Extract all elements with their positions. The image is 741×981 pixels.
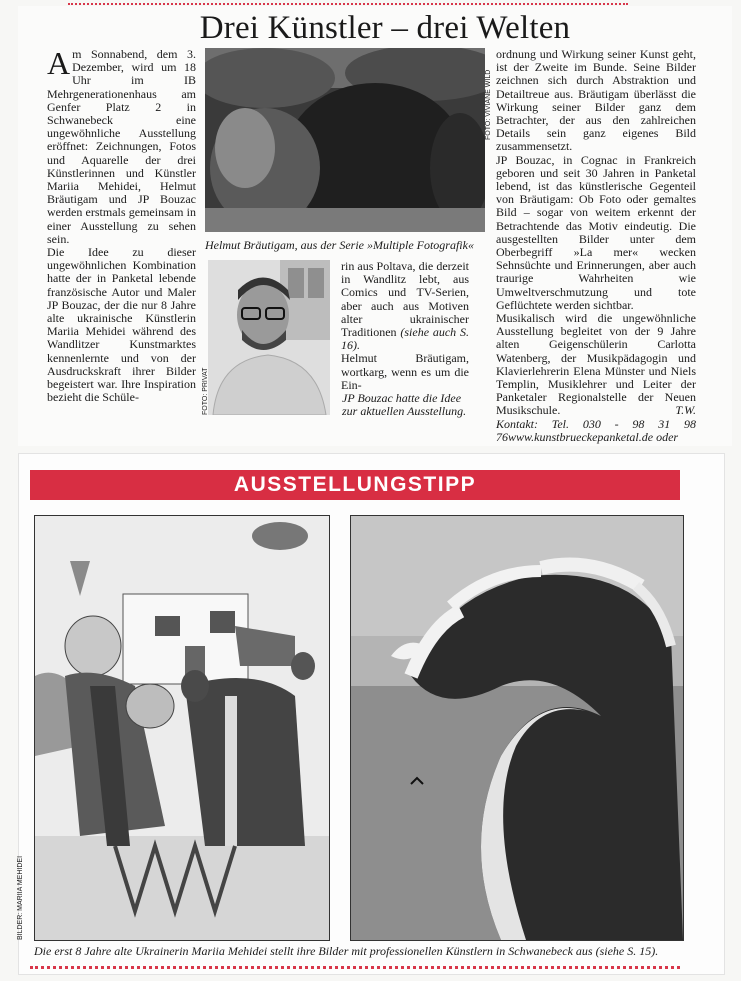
author-initials: T.W.	[675, 403, 696, 418]
painting-ukrainian-figures	[34, 515, 330, 941]
portrait-image	[208, 260, 330, 415]
figures-painting-image	[35, 516, 329, 940]
paragraph-intro	[47, 45, 196, 246]
contact-line: Kontakt: Tel. 030 - 98 31 98 76www.kunstbrueckepanketal.de oder	[496, 416, 696, 444]
photo1-caption: Helmut Bräutigam, aus der Serie »Multiple Fotografik«	[205, 238, 474, 252]
paragraph-braeutigam: Helmut Bräutigam, wortkarg, wenn es um die Ein-	[341, 351, 469, 392]
portrait-photo	[208, 260, 330, 415]
paintings-credit: BILDER: MARIIA MEHIDEI	[17, 855, 24, 940]
painting-great-wave	[350, 515, 684, 941]
article-column-2	[341, 260, 469, 392]
exhibition-tip-banner: AUSSTELLUNGSTIPP	[30, 470, 680, 500]
article-column-3	[496, 48, 696, 444]
music-text: Musikalisch wird die ungewöhnliche Ausstellung begleitet von der 9 Jahre alten Geigenschülerin Carlotta Watenberg, der Musikpädagogin und Klavierlehrerin Elena Münster und Niels Templin, Musiklehrer und Leiter der Panketaler Regionalstelle der Neuen Musikschule.	[496, 311, 696, 418]
poltava-text: rin aus Poltava, die derzeit in Wandlitz lebt, aus Comics und TV-Serien, aber auch aus Motiven alter ukrainischer Traditionen	[341, 259, 469, 340]
photo-multiple-fotografik	[205, 48, 485, 232]
article-title: Drei Künstler – drei Welten	[199, 10, 571, 46]
bottom-dotted-divider	[30, 966, 680, 969]
photo1-credit: FOTO: VIVIANE WILD	[485, 69, 492, 140]
paintings-caption: Die erst 8 Jahre alte Ukrainerin Mariia Mehidei stellt ihre Bilder mit professionellen Künstlern in Schwanebeck aus (siehe S. 15).	[34, 944, 659, 958]
paragraph-braeutigam-art: ordnung und Wirkung seiner Kunst geht, ist der Zweite im Bunde. Seine Bilder zeichnen sich durch Abstraktion und Detailtreue aus. Bräutigam überlässt die Wirkung seiner Bilder ganz dem Betrachter, der aus den zahlreichen Details sein ganz eigenes Bild zusammensetzt.	[496, 47, 696, 154]
article-column-1	[47, 45, 196, 405]
paragraph-idea: Die Idee zu dieser ungewöhnlichen Kombination hatte der in Panketal lebende französische Autor und Maler JP Bouzac, der die nur 8 Jahre alte ukrainische Künstlerin Mariia Mehidei während des Wandlitzer Kunstmarktes kennenlernte und von der Ausdruckskraft ihrer Bilder begeistert war. Ihre Inspiration bezieht die Schüle-	[47, 245, 196, 405]
paragraph-music	[496, 312, 696, 418]
photo2-caption: JP Bouzac hatte die Idee zur aktuellen Ausstellung.	[342, 391, 467, 418]
top-dotted-divider	[68, 3, 628, 5]
garden-photo-image	[205, 48, 485, 232]
photo2-credit: FOTO: PRIVAT	[202, 367, 209, 415]
drop-cap: A	[47, 45, 71, 81]
intro-text: m Sonnabend, dem 3. Dezember, wird um 18 Uhr im IB Mehrgenerationenhaus am Genfer Platz 2 in Schwanebeck eine ungewöhnliche Ausstellung eröffnet: Zeichnungen, Fotos und Aquarelle der drei Künstlerinnen und Künstler Mariia Mehidei, Helmut Bräutigam und JP Bouzac werden erstmals gemeinsam in einer Ausstellung zu sehen sein.	[47, 47, 196, 246]
paragraph-poltava	[341, 260, 469, 352]
wave-painting-image	[351, 516, 683, 940]
see-also-ref: (siehe auch S. 16).	[341, 325, 470, 353]
paragraph-bouzac: JP Bouzac, in Cognac in Frankreich geboren und seit 30 Jahren in Panketal lebend, ist das künstlerische Gegenteil von Bräutigam: Ob Foto oder gemaltes Bild – sogar von weitem erkennt der Betrachtende das Motiv eindeutig. Die ausgestellten Bilder unter dem Oberbegriff »La mer« wecken Sehnsüchte und Erinnerungen, aber auch traurige Wahrheiten wie Umweltverschmutzung und tote Geflüchtete werden sichtbar.	[496, 152, 696, 312]
